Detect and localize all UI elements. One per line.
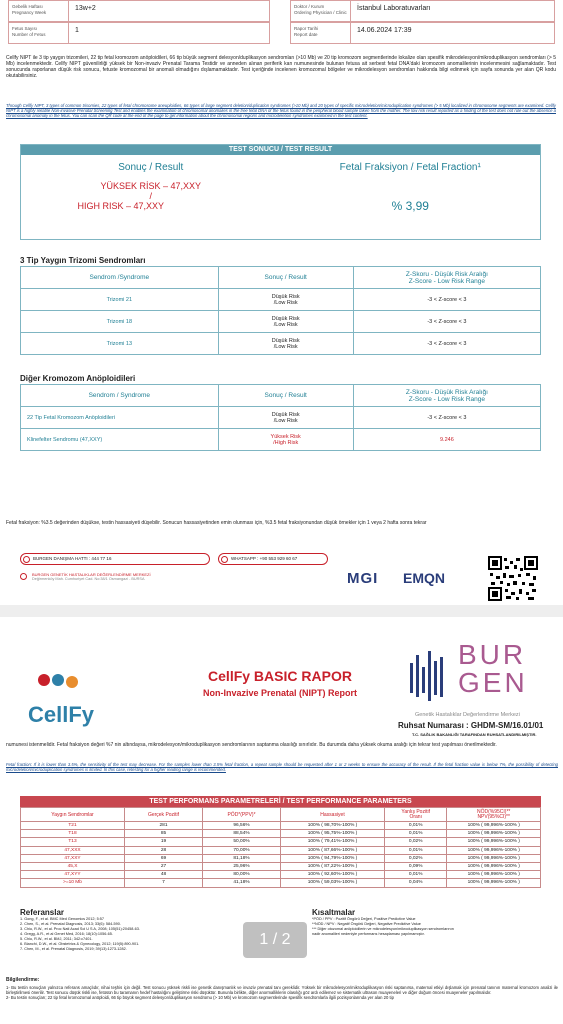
table-row	[21, 289, 541, 311]
hotline-text: BURGEN DANIŞMA HATTI : 444 77 16	[33, 556, 112, 561]
physician-label: Doktor / Kurum Ordering Physician / Clinic	[291, 1, 351, 21]
hotline-badge	[20, 553, 210, 565]
perf-cell: T13	[21, 838, 125, 846]
perf-col-header: Yanlış Pozitif Oranı	[385, 808, 447, 822]
burgen-logo-top: BUR	[458, 639, 527, 670]
trisomy-header-range: Z-Skoru - Düşük Risk Aralığı Z-Score - Low Risk Range	[353, 267, 540, 289]
qr-code-icon[interactable]	[488, 556, 538, 601]
trisomy-name: Trizomi 21	[21, 289, 219, 311]
fetus-count-row	[8, 22, 270, 44]
perf-cell: 100% ( 92,60%-100% )	[281, 871, 385, 879]
perf-cell: 41,18%	[203, 879, 281, 887]
performance-table	[20, 796, 541, 888]
fraction-note-tr: numunesi istenmelidir. Fetal fraksiyon değeri %7 nin altındaysa, mikrodelesyon/mikroduplikasyon sendromlarının saptanma olasılığı sınırlıdır. Bu durumda daha yüksek okuma aralığı için tekrar test yapılması önerilmektedir.	[6, 742, 497, 748]
intro-text-tr: Cellfy NIPT ile 3 tip yaygın trizomileri, 22 tip fetal kromozom anöploidileri, 66 tip büyük segment delesyon/duplikasyon sendromları (>10 Mb) ve 20 tip kromozom segmentlerinde lokalize olan spesifik mikrodelesyon/mikroduplikasyon sendromları (> 5 Mb) incelenmektedir. Cellfy NIPT güvenilirliği yüksek bir Non-invaziv Prenatal Tarama Testidir ve anneden alınan periferik kan numunesinde bulunan fetusa ait serbest fetal DNA'daki kromozom anomalilerinin incelenmesini sağlamaktadır. Test sonucunda raporlanan düşük risk sonucu, fetuste kromozomal bir anomali olmadığını dışlamamaktadır. Test içeriğinde incelenen kromozomal bölgeler ve mikrodelesyon sendromları hakkında bilgi edinmek için sayfa sonunda yer alan QR kodu okutabilirsiniz.	[6, 55, 556, 79]
perf-cell: 100% ( 99,996%-100% )	[447, 871, 541, 879]
perf-cell: 100% ( 99,996%-100% )	[447, 838, 541, 846]
perf-col-header: Gerçek Pozitif	[125, 808, 203, 822]
abbreviation-item: *** Diğer otozomal anöploidilerin ve mikrodelesyon/mikroduplikasyon sendromlarının	[312, 927, 454, 931]
perf-cell: 27	[125, 862, 203, 870]
aneuploidy-result: Yüksek Risk /High Risk	[218, 429, 353, 451]
perf-cell: 0,04%	[385, 879, 447, 887]
table-row	[21, 879, 541, 887]
table-row	[21, 862, 541, 870]
trisomy-title: 3 Tip Yaygın Trizomi Sendromları	[20, 256, 146, 265]
perf-cell: 0,02%	[385, 854, 447, 862]
performance-header: TEST PERFORMANS PARAMETRELERİ / TEST PERFORMANCE PARAMETERS	[20, 796, 541, 807]
perf-cell: 80,00%	[203, 871, 281, 879]
report-title: CellFy BASIC RAPOR	[208, 668, 352, 684]
perf-cell: 0,01%	[385, 830, 447, 838]
references-block	[20, 908, 280, 952]
perf-cell: 100% ( 99,996%-100% )	[447, 854, 541, 862]
center-address-text: Değirmenköy Mah. Cumhuriyet Cad. No:38/1 Osmangazi - BURSA	[32, 577, 145, 581]
perf-cell: 281	[125, 822, 203, 830]
table-row	[21, 838, 541, 846]
risk-slash: /	[149, 191, 152, 201]
table-row	[21, 830, 541, 838]
trisomy-header-result: Sonuç / Result	[218, 267, 353, 289]
cellfy-logo-icon	[28, 672, 82, 694]
info-text-1: 1- Bu testin sonuçları yalnızca referans amaçlıdır, nihai teşhis için değil. Test sonucu yüksek riskli ise genetik danışmanlık ve invaziv prenatal tanı gereklidir. Yüksek bir mikrodelesyon/mikroduplikasyon riski saptanırsa, maternal etkiyi dışlamak için prenatal tanının maternal kromozom analizi ile birleştirilmesi önerilir. Test sonucu düşük riskli ise, fetüsün bu taramanın hedef hastalığını geliştirme riski düşüktür. Bununla birlikte, diğer anormalliklerin olasılığı göz ardı edilemez ve sistematik ultrason muayeneleri ve diğer doğum öncesi muayeneler yapılmalıdır.	[6, 985, 558, 996]
whatsapp-icon	[221, 556, 228, 563]
reference-item: 3. Chiu, R.W., et al. Proc Natl Acad Sci U S A, 2008; 105(51):20458-63.	[20, 927, 140, 931]
perf-cell: 0,02%	[385, 838, 447, 846]
perf-cell: 100% ( 99,996%-100% )	[447, 862, 541, 870]
emqn-logo: EMQN	[403, 570, 445, 586]
perf-cell: 48	[125, 871, 203, 879]
fraction-column	[281, 155, 541, 239]
pregnancy-week-value: 13w+2	[75, 5, 96, 12]
aneuploidy-name: 22 Tip Fetal Kromozom Anöploidileri	[21, 407, 219, 429]
perf-cell: 0,01%	[385, 822, 447, 830]
perf-cell: 100% ( 87,22%-100% )	[281, 862, 385, 870]
fraction-note-en: Fetal fraction: If it is lower than 3.5%, the sensitivity of the test may decrease. For the samples lower than 3.5% fetal fraction, a repeat sample should be requested after 1 or 2 weeks to ensure the accuracy of the result. If the fetal fraction value is below 7%, the possibility of detecting microdeletion/microduplication syndromes is limited. In this case, retesting for a higher reading range is recommended.	[6, 762, 558, 773]
abbreviations-title: Kısaltmalar	[312, 908, 356, 917]
aneuploidy-name: Klinefelter Sendromu (47,XXY)	[21, 429, 219, 451]
risk-label-tr: YÜKSEK RİSK – 47,XXY	[100, 181, 202, 191]
center-address	[20, 572, 280, 581]
trisomy-range: -3 < Z-score < 3	[353, 333, 540, 355]
perf-cell: 0,01%	[385, 871, 447, 879]
info-text-2: 2- Bu testin sonuçları; 22 tip fetal kromozomal anöploidi, 66 tip büyük segment delesyon/duplikasyon sendromu (> 10 Mb) ve kromozom segmentlerinde spesifik sendromlarla ilgili pozisyonlarında yer alan 20 tip	[6, 995, 394, 1001]
table-row	[21, 822, 541, 830]
page-separator	[0, 605, 563, 617]
intro-text-en: Through Cellfy NIPT, 3 types of common trisomies, 22 types of fetal chromosome aneuploidies, 66 types of large segment deletion/duplication syndromes (>10 Mb) and 20 types of specific microdeletion/microduplication syndromes (> 5 Mb) localized in chromosome segments are examined. Cellfy NIPT is a highly reliable Non-invasive Prenatal Screening Test and enables the examination of chromosomal anomalies in the free fetal DNA of the fetus found in the peripheral blood sample taken from the mother. The low risk result reported as a finding of the test does not rule out the absence a chromosomal anomaly in the fetus. You can scan the QR code at the end of the page to get information about the chromosomal regions and microdeletion syndromes examined in the test content.	[6, 103, 556, 119]
table-row	[21, 311, 541, 333]
aneuploidy-result: Düşük Risk /Low Risk	[218, 407, 353, 429]
report-date-label: Rapor Tarihi Report date	[291, 23, 351, 43]
trisomy-name: Trizomi 18	[21, 311, 219, 333]
perf-cell: 47,XXY	[21, 854, 125, 862]
whatsapp-badge	[218, 553, 328, 565]
perf-col-header: NÖD(%95CI)** NPV(95%CI)**	[447, 808, 541, 822]
perf-cell: 88,54%	[203, 830, 281, 838]
mgi-logo: MGI	[347, 570, 379, 587]
perf-cell: 100% ( 99,996%-100% )	[447, 846, 541, 854]
trisomy-name: Trizomi 13	[21, 333, 219, 355]
abbreviation-item: **NÖD / NPV : Negatif Öngörü Değeri, Negative Predictive Value	[312, 922, 421, 926]
perf-col-header: Hassasiyet	[281, 808, 385, 822]
burgen-subtitle: Genetik Hastalıklar Değerlendirme Merkezi	[415, 712, 520, 718]
perf-cell: 0,09%	[385, 862, 447, 870]
report-subtitle: Non-Invazive Prenatal (NIPT) Report	[202, 688, 358, 698]
trisomy-result: Düşük Risk /Low Risk	[218, 333, 353, 355]
perf-cell: T18	[21, 830, 125, 838]
perf-cell: 100% ( 99,996%-100% )	[447, 879, 541, 887]
perf-cell: 100% ( 98,70%-100% )	[281, 822, 385, 830]
ministry-note: T.C. SAĞLIK BAKANLIĞI TARAFINDAN RUHSATLANDIRILMIŞTIR.	[412, 732, 537, 737]
aneuploidy-title: Diğer Kromozom Anöploidileri	[20, 374, 136, 383]
aneuploidy-table	[20, 384, 541, 451]
perf-cell: 85	[125, 830, 203, 838]
location-icon	[20, 573, 27, 580]
perf-col-header: Yaygın Sendromlar	[21, 808, 125, 822]
table-row	[21, 429, 541, 451]
reference-item: 1. Gong, F., et al. BMC Med Genomics 2012; 5:57	[20, 917, 104, 921]
table-row	[21, 854, 541, 862]
reference-item: 4. Gregg, A.R., et al Genet Med, 2016; 18(10):1056-65.	[20, 932, 113, 936]
perf-cell: 47,XYY	[21, 871, 125, 879]
perf-cell: 70,00%	[203, 846, 281, 854]
trisomy-header-syndrome: Sendrom /Syndrome	[21, 267, 219, 289]
perf-cell: 7	[125, 879, 203, 887]
fetal-fraction-value: % 3,99	[391, 199, 429, 213]
page-indicator[interactable]: 1 / 2	[243, 922, 307, 958]
references-title: Referanslar	[20, 908, 65, 917]
aneuploidy-header-syndrome: Sendrom / Syndrome	[21, 385, 219, 407]
trisomy-range: -3 < Z-score < 3	[353, 289, 540, 311]
burgen-logo-icon	[408, 645, 453, 705]
table-row	[21, 407, 541, 429]
report-date-row	[290, 22, 555, 44]
test-result-header: TEST SONUCU / TEST RESULT	[21, 145, 540, 155]
perf-cell: 100% ( 99,996%-100% )	[447, 830, 541, 838]
aneuploidy-header-result: Sonuç / Result	[218, 385, 353, 407]
abbreviation-item: *PÖD / PPV : Pozitif Öngörü Değeri, Positive Predictive Value	[312, 917, 416, 921]
reference-item: 7. Chen, M., et al. Prenatal Diagnosis, 2019; 39(13):1273-1282.	[20, 947, 127, 951]
fraction-col-title: Fetal Fraksiyon / Fetal Fraction¹	[339, 162, 481, 173]
info-title: Bilgilendirme:	[6, 977, 40, 983]
reference-item: 5. Chiu, R.W., et al. BMJ, 2011; 342:c7401.	[20, 937, 93, 941]
perf-cell: 100% ( 59,03%-100% )	[281, 879, 385, 887]
info-block	[6, 977, 558, 1001]
trisomy-table	[20, 266, 541, 355]
trisomy-result: Düşük Risk /Low Risk	[218, 311, 353, 333]
fetus-count-label: Fetus Sayısı Number of Fetus	[9, 23, 69, 43]
abbreviation-item: nadir anomalileri nedeniyle performans hesaplaması yapılmamıştır.	[312, 932, 425, 936]
perf-cell: 100% ( 99,996%-100% )	[447, 822, 541, 830]
perf-cell: 100% ( 94,79%-100% )	[281, 854, 385, 862]
fetal-fraction-footnote: Fetal fraksiyon: %3.5 değerinden düşükse, testin hassasiyeti düşebilir. Sonucun hassasiyetinden emin olunması için, %3.5 fetal fraksiyonundan düşük örnekler için 1 veya 2 hafta sonra tekrar	[6, 520, 427, 526]
burgen-logo-bottom: GEN	[458, 667, 528, 698]
license-number: Ruhsat Numarası : GHDM-SM/16.01/01	[398, 721, 544, 730]
whatsapp-text: WHATSAPP : +90 553 929 60 67	[231, 556, 298, 561]
perf-cell: 100% ( 79,41%-100% )	[281, 838, 385, 846]
phone-icon	[23, 556, 30, 563]
perf-cell: 45,X	[21, 862, 125, 870]
abbreviations-block	[312, 908, 552, 937]
perf-cell: 100% ( 87,66%-100% )	[281, 846, 385, 854]
trisomy-range: -3 < Z-score < 3	[353, 311, 540, 333]
pregnancy-week-label: Gebelik Haftası Pregnancy Week	[9, 1, 69, 21]
perf-cell: 0,01%	[385, 846, 447, 854]
table-row	[21, 846, 541, 854]
perf-cell: 28	[125, 846, 203, 854]
perf-cell: 69	[125, 854, 203, 862]
pregnancy-week-row	[8, 0, 270, 22]
risk-label-en: HIGH RISK – 47,XXY	[77, 201, 165, 211]
cellfy-brand: CellFy	[28, 702, 95, 727]
perf-cell: T21	[21, 822, 125, 830]
aneuploidy-range: -3 < Z-score < 3	[353, 407, 540, 429]
perf-cell: 100% ( 95,75%-100% )	[281, 830, 385, 838]
perf-cell: >=10 Mb	[21, 879, 125, 887]
perf-cell: 25,96%	[203, 862, 281, 870]
perf-col-header: PÖD*(PPV)*	[203, 808, 281, 822]
result-column	[21, 155, 281, 239]
physician-value: İstanbul Laboratuvarları	[357, 5, 431, 12]
table-row	[21, 333, 541, 355]
reference-item: 6. Bianchi, D.W., et al. Obstetrics & Gynecology, 2012; 119(5):890-901.	[20, 942, 140, 946]
table-row	[21, 871, 541, 879]
center-name: BURGEN GENETİK HASTALIKLAR DEĞERLENDİRME MERKEZİ	[32, 572, 151, 577]
perf-cell: 47,XXX	[21, 846, 125, 854]
report-date-value: 14.06.2024 17:39	[357, 27, 412, 34]
perf-cell: 96,56%	[203, 822, 281, 830]
trisomy-result: Düşük Risk /Low Risk	[218, 289, 353, 311]
perf-cell: 50,00%	[203, 838, 281, 846]
physician-row	[290, 0, 555, 22]
result-col-title: Sonuç / Result	[118, 162, 184, 173]
test-result-box	[20, 144, 541, 240]
fetus-count-value: 1	[75, 27, 79, 34]
perf-cell: 81,18%	[203, 854, 281, 862]
aneuploidy-header-range: Z-Skoru - Düşük Risk Aralığı Z-Score - Low Risk Range	[353, 385, 540, 407]
aneuploidy-zscore: 9.246	[353, 429, 540, 451]
perf-cell: 19	[125, 838, 203, 846]
reference-item: 2. Chen, S., et al. Prenatal Diagnosis, 2013; 33(6): 584-590.	[20, 922, 121, 926]
